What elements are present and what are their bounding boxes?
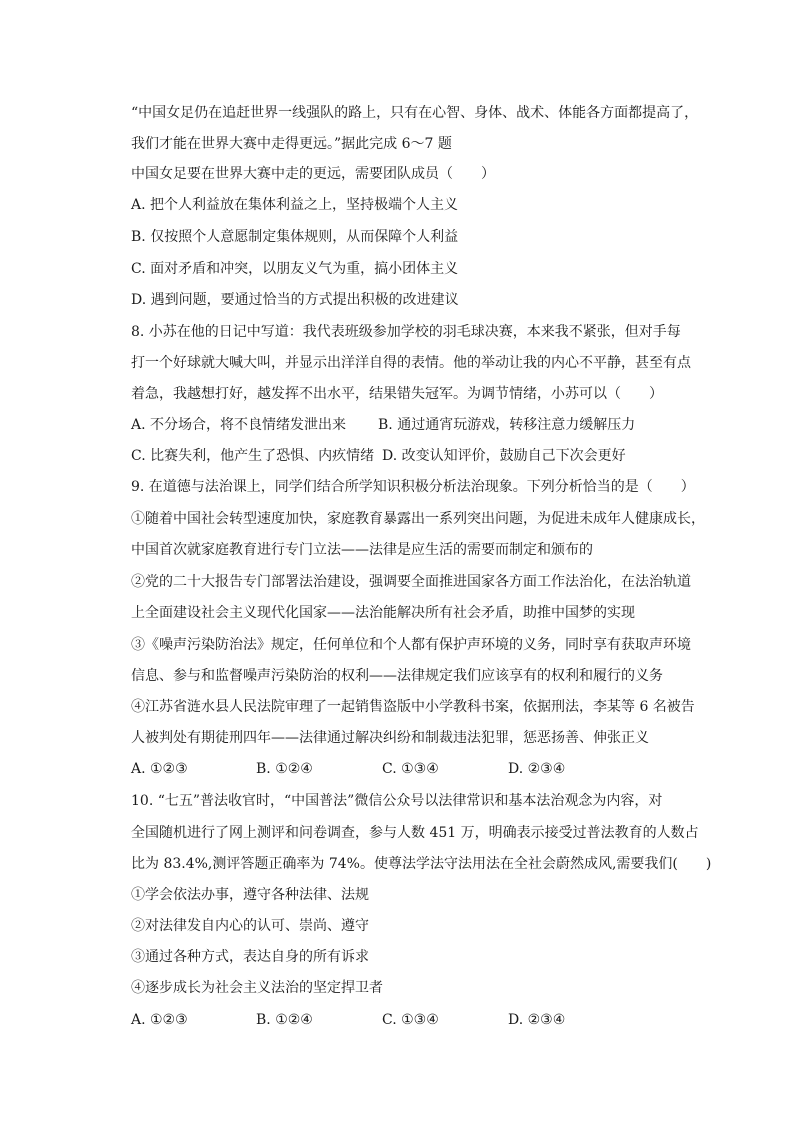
- q9-item-1a: ①随着中国社会转型速度加快，家庭教育暴露出一系列突出问题，为促进未成年人健康成长，: [131, 511, 705, 527]
- q9-option-d: D. ②③④: [508, 761, 566, 777]
- q7-stem: 中国女足要在世界大赛中走的更远，需要团队成员（ ）: [131, 166, 495, 182]
- q9-option-b: B. ①②④: [256, 761, 313, 777]
- q10-option-c: C. ①③④: [382, 1012, 439, 1028]
- q8-option-b: B. 通过通宵玩游戏，转移注意力缓解压力: [378, 417, 636, 433]
- q10-options-row: [131, 1011, 691, 1029]
- q7-option-d: D. 遇到问题，要通过恰当的方式提出积极的改进建议: [131, 292, 459, 308]
- q7-option-c: C. 面对矛盾和冲突，以朋友义气为重，搞小团体主义: [131, 261, 459, 277]
- q9-option-a: A. ①②③: [131, 761, 188, 777]
- q10-item-2: ②对法律发自内心的认可、崇尚、遵守: [131, 918, 369, 934]
- q10-option-b: B. ①②④: [256, 1012, 313, 1028]
- q9-option-c: C. ①③④: [382, 761, 439, 777]
- q8-line-3: 着急，我越想打好，越发挥不出水平，结果错失冠军。为调节情绪，小苏可以（ ）: [131, 386, 663, 402]
- q9-item-2b: 上全面建设社会主义现代化国家——法治能解决所有社会矛盾，助推中国梦的实现: [131, 605, 635, 621]
- q9-options-row: [131, 760, 691, 778]
- q10-line-1: 10. “七五”普法收官时，“中国普法”微信公众号以法律常识和基本法治观念为内容，对: [131, 793, 663, 809]
- q9-item-4b: 人被判处有期徒刑四年——法律通过解决纠纷和制裁违法犯罪，惩恶扬善、伸张正义: [131, 730, 649, 746]
- q8-option-c: C. 比赛失利，他产生了恐惧、内疚情绪: [131, 448, 375, 464]
- q10-item-4: ④逐步成长为社会主义法治的坚定捍卫者: [131, 980, 383, 996]
- q10-option-a: A. ①②③: [131, 1012, 188, 1028]
- q9-item-4a: ④江苏省涟水县人民法院审理了一起销售盗版中小学教科书案，依据刑法，李某等 6 名被告: [131, 699, 695, 715]
- q8-options-row-1: [131, 416, 691, 434]
- q8-line-2: 打一个好球就大喊大叫，并显示出洋洋自得的表情。他的举动让我的内心不平静，甚至有点: [131, 355, 691, 371]
- q8-option-d: D. 改变认知评价，鼓励自己下次会更好: [382, 448, 626, 464]
- q8-options-row-2: [131, 447, 691, 465]
- q9-item-1b: 中国首次就家庭教育进行专门立法——法律是应生活的需要而制定和颁布的: [131, 542, 593, 558]
- q8-line-1: 8. 小苏在他的日记中写道：我代表班级参加学校的羽毛球决赛，本来我不紧张，但对手每: [131, 324, 681, 340]
- q9-stem: 9. 在道德与法治课上，同学们结合所学知识积极分析法治现象。下列分析恰当的是（ ）: [131, 479, 695, 495]
- intro-line-1: “中国女足仍在追赶世界一线强队的路上，只有在心智、身体、战术、体能各方面都提高了，: [131, 105, 699, 121]
- q9-item-3b: 信息、参与和监督噪声污染防治的权利——法律规定我们应该享有的权利和履行的义务: [131, 668, 663, 684]
- q7-option-a: A. 把个人利益放在集体利益之上，坚持极端个人主义: [131, 197, 459, 213]
- intro-line-2: 我们才能在世界大赛中走得更远。”据此完成 6～7 题: [131, 136, 452, 152]
- q10-line-3: 比为 83.4%,测评答题正确率为 74%。使尊法学法守法用法在全社会蔚然成风,需要我们( ): [131, 856, 712, 872]
- q9-item-3a: ③《噪声污染防治法》规定，任何单位和个人都有保护声环境的义务，同时享有获取声环境: [131, 637, 691, 653]
- q9-item-2a: ②党的二十大报告专门部署法治建设，强调要全面推进国家各方面工作法治化，在法治轨道: [131, 574, 691, 590]
- q7-option-b: B. 仅按照个人意愿制定集体规则，从而保障个人利益: [131, 229, 459, 245]
- q10-option-d: D. ②③④: [508, 1012, 566, 1028]
- q10-line-2: 全国随机进行了网上测评和问卷调查，参与人数 451 万，明确表示接受过普法教育的人数占: [131, 825, 699, 841]
- q10-item-3: ③通过各种方式，表达自身的所有诉求: [131, 949, 369, 965]
- q8-option-a: A. 不分场合，将不良情绪发泄出来: [131, 417, 347, 433]
- q10-item-1: ①学会依法办事，遵守各种法律、法规: [131, 887, 369, 903]
